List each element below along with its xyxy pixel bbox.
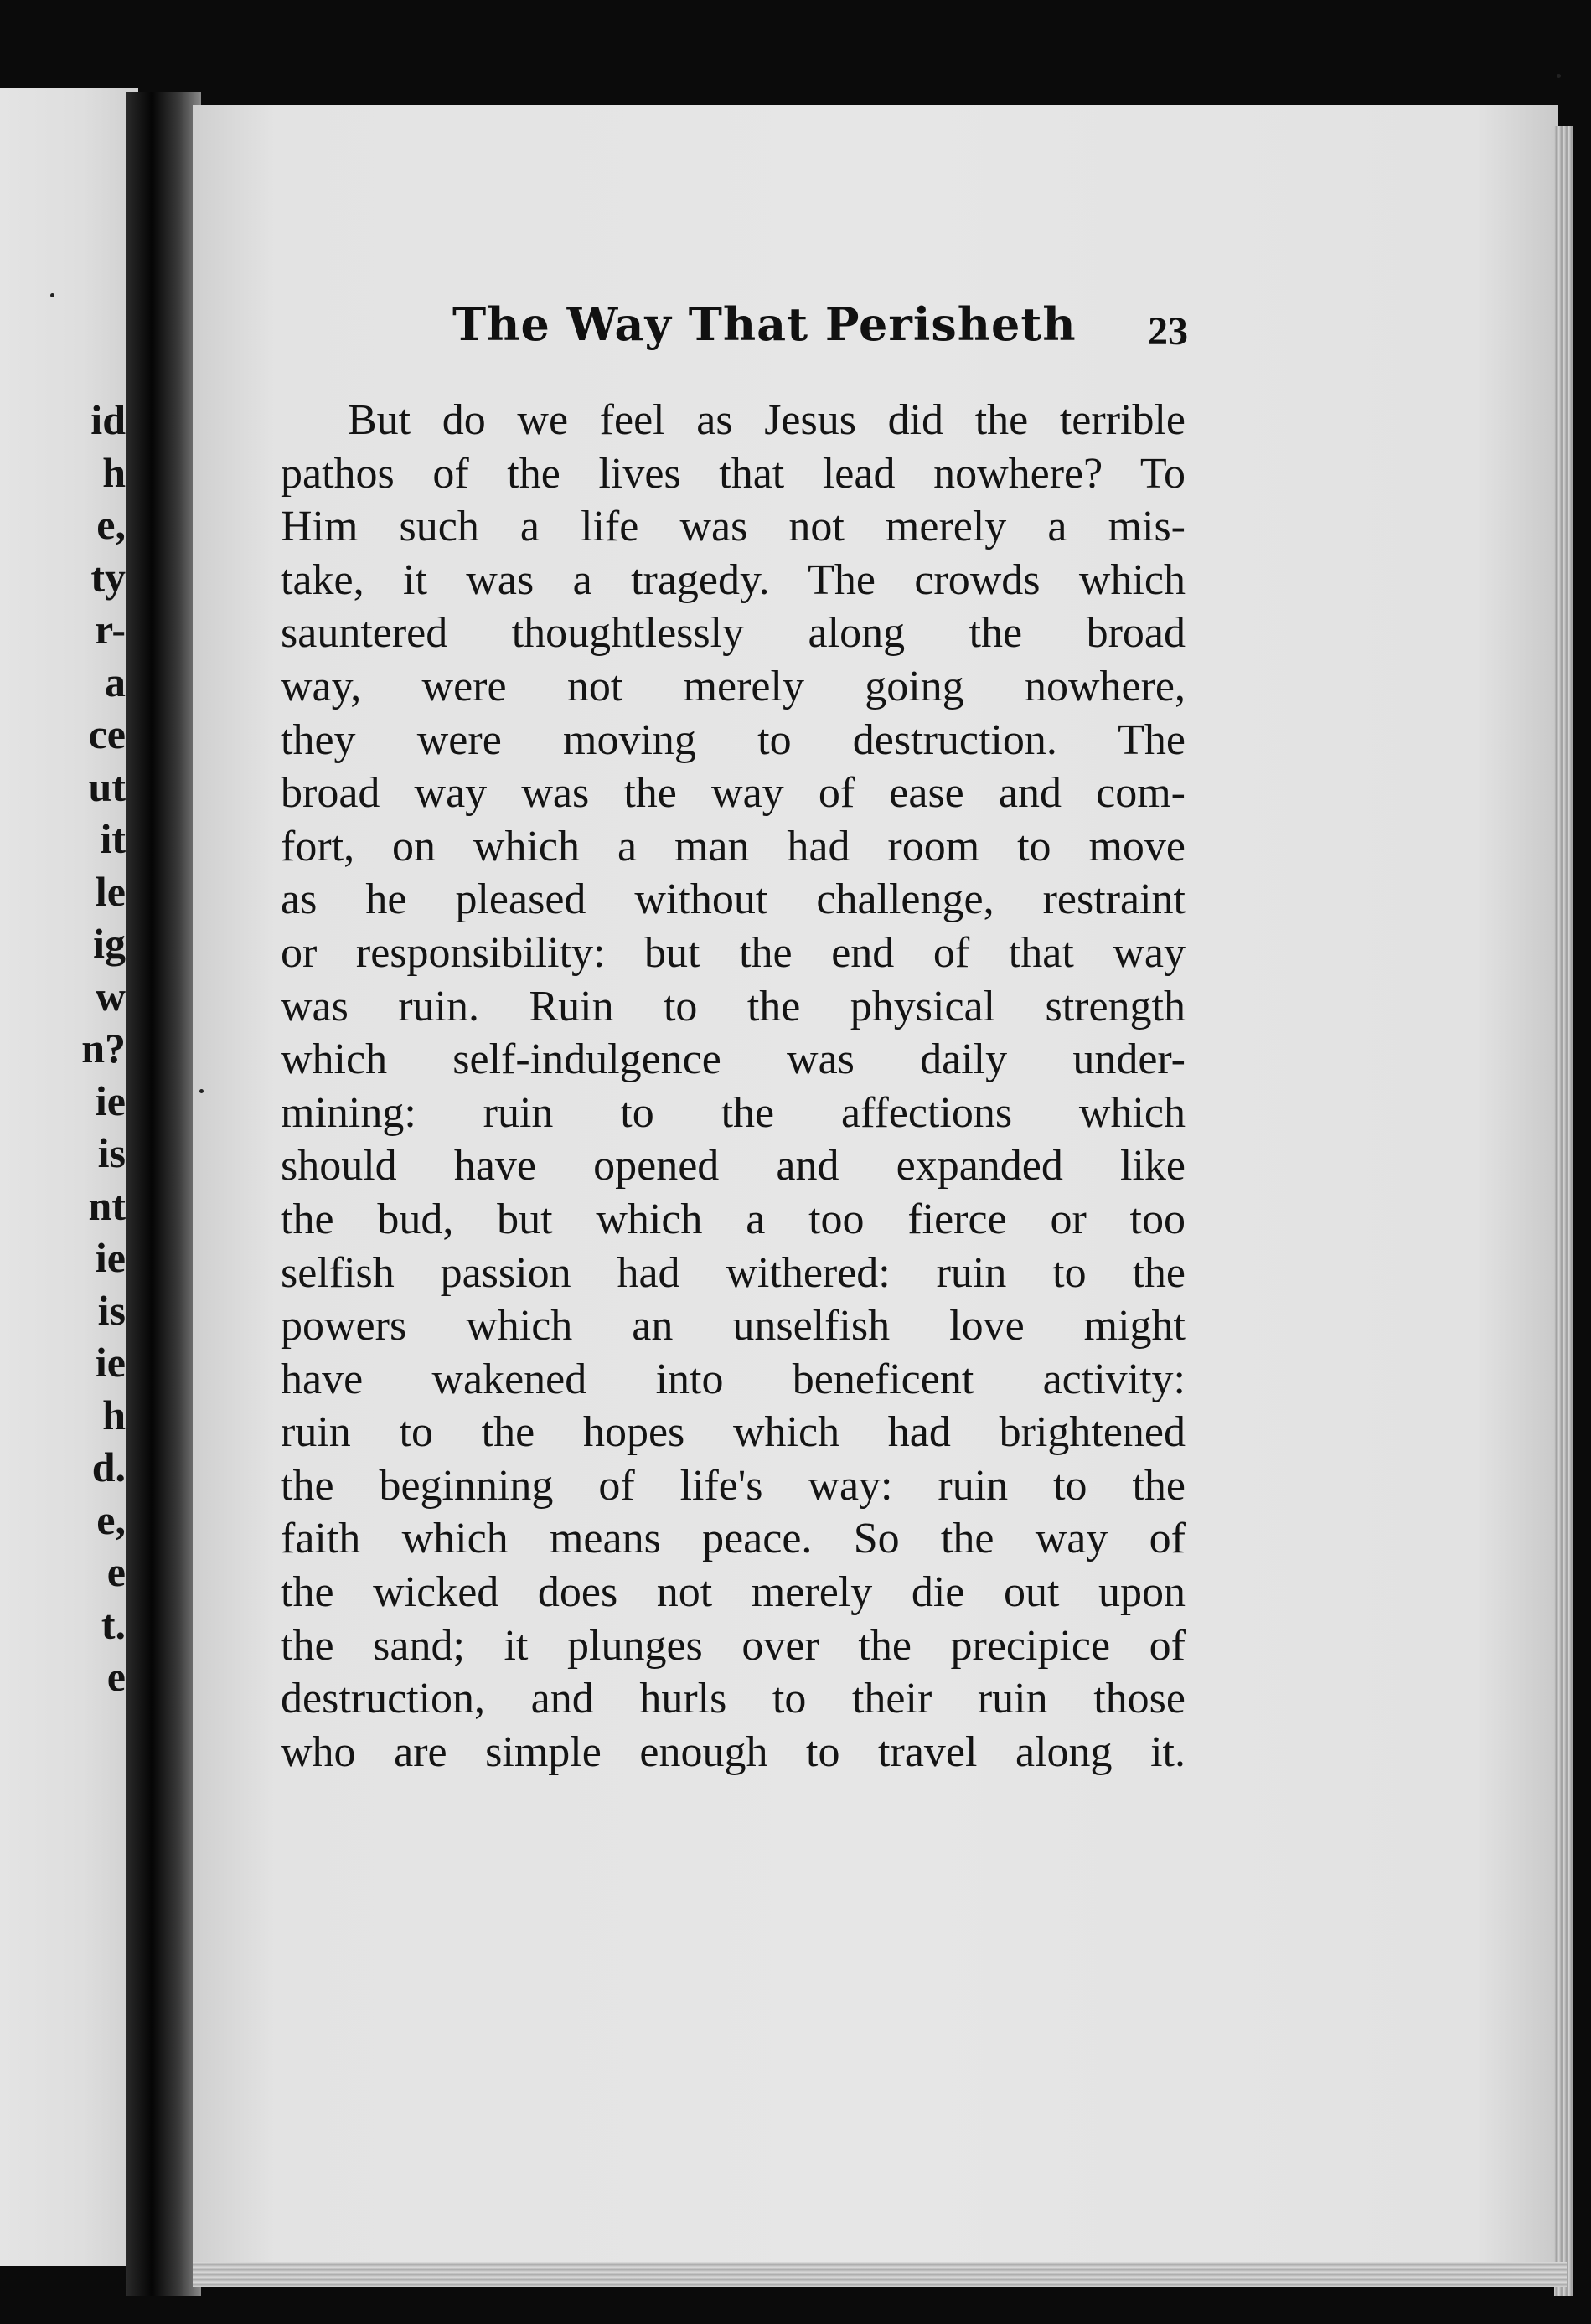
facing-line-fragment: ie [95, 1234, 126, 1281]
text-line: sauntered thoughtlessly along the broad [281, 609, 1186, 658]
text-line: should have opened and expanded like [281, 1142, 1186, 1190]
text-line: the wicked does not merely die out upon [281, 1568, 1186, 1617]
text-line: way, were not merely going nowhere, [281, 662, 1186, 710]
page-number: 23 [1148, 309, 1188, 354]
text-line: selfish passion had withered: ruin to the [281, 1248, 1186, 1297]
page-stack-edge-right [1554, 126, 1573, 2296]
text-line: or responsibility: but the end of that way [281, 928, 1186, 977]
text-line: which self-indulgence was daily under- [281, 1035, 1186, 1084]
text-line: who are simple enough to travel along it. [281, 1728, 1186, 1776]
facing-line-fragment: ty [90, 553, 126, 601]
facing-page-line-endings [0, 394, 126, 1703]
book-gutter-shadow [126, 92, 201, 2296]
facing-line-fragment: it [100, 815, 126, 862]
text-line: Him such a life was not merely a mis- [281, 503, 1186, 551]
scan-speck [199, 1089, 204, 1093]
text-line: they were moving to destruction. The [281, 715, 1186, 764]
facing-line-fragment: ut [88, 762, 126, 810]
facing-line-fragment: nt [88, 1181, 126, 1229]
text-line: destruction, and hurls to their ruin those [281, 1675, 1186, 1723]
text-line: was ruin. Ruin to the physical strength [281, 982, 1186, 1030]
scan-speck [1557, 74, 1561, 78]
facing-line-fragment: r- [95, 606, 126, 653]
text-line: the beginning of life's way: ruin to the [281, 1461, 1186, 1510]
facing-line-fragment: e [106, 1548, 126, 1595]
text-line: the bud, but which a too fierce or too [281, 1195, 1186, 1243]
text-line: fort, on which a man had room to move [281, 822, 1186, 870]
text-line: faith which means peace. So the way of [281, 1515, 1186, 1563]
facing-line-fragment: ie [95, 1339, 126, 1386]
scan-speck [50, 293, 54, 297]
text-line: mining: ruin to the affections which [281, 1088, 1186, 1137]
facing-line-fragment: e [106, 1653, 126, 1700]
facing-line-fragment: ce [88, 710, 126, 757]
text-line: broad way was the way of ease and com- [281, 769, 1186, 818]
running-header-title: The Way That Perisheth [452, 297, 1077, 351]
facing-line-fragment: id [90, 396, 126, 443]
facing-line-fragment: h [102, 448, 126, 496]
text-line: ruin to the hopes which had brightened [281, 1408, 1186, 1457]
facing-line-fragment: is [97, 1286, 126, 1334]
text-line: But do we feel as Jesus did the terrible [348, 396, 1186, 444]
facing-line-fragment: ig [93, 920, 126, 967]
text-line: as he pleased without challenge, restraint [281, 875, 1186, 924]
facing-line-fragment: t. [101, 1600, 126, 1648]
text-line: powers which an unselfish love might [281, 1302, 1186, 1351]
facing-line-fragment: is [97, 1129, 126, 1176]
page-stack-edge-bottom [193, 2262, 1567, 2287]
text-line: the sand; it plunges over the precipice of [281, 1621, 1186, 1670]
facing-line-fragment: a [105, 658, 126, 705]
facing-line-fragment: n? [81, 1025, 126, 1072]
text-line: take, it was a tragedy. The crowds which [281, 555, 1186, 604]
facing-line-fragment: le [95, 867, 126, 915]
body-paragraph [281, 394, 1186, 1779]
facing-line-fragment: w [95, 972, 126, 1020]
facing-line-fragment: d. [91, 1443, 126, 1490]
facing-line-fragment: e, [96, 1495, 126, 1543]
facing-line-fragment: e, [96, 501, 126, 548]
text-line: have wakened into beneficent activity: [281, 1355, 1186, 1403]
text-line: pathos of the lives that lead nowhere? To [281, 449, 1186, 498]
facing-line-fragment: h [102, 1391, 126, 1438]
facing-line-fragment: ie [95, 1077, 126, 1124]
